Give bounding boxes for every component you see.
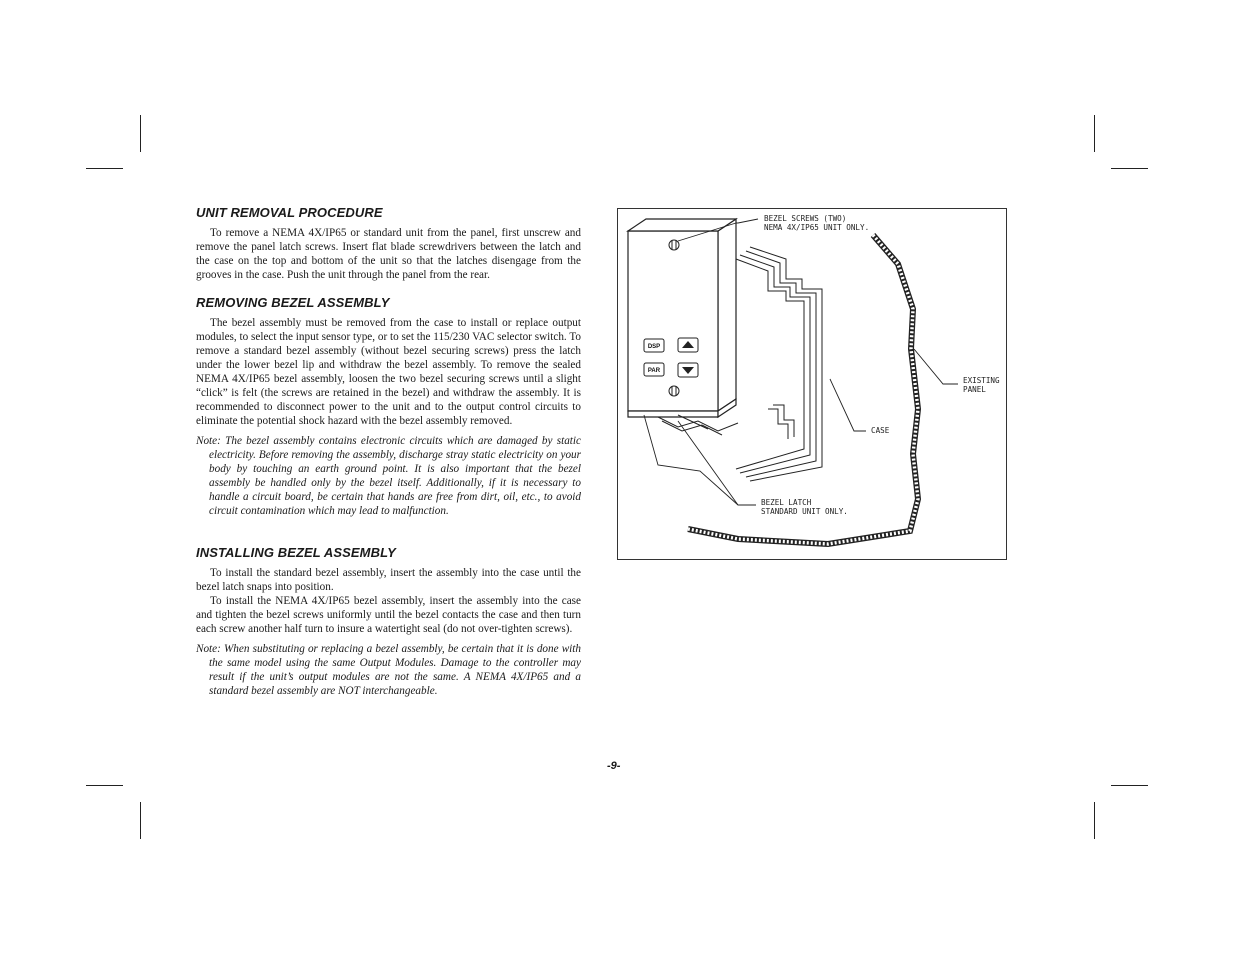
bezel-assembly-figure: [617, 208, 1007, 560]
dsp-label: DSP: [647, 344, 661, 350]
paragraph: The bezel assembly must be removed from the case to install or replace output modules, to select the input sensor type, or to set the 115/230 VAC selector switch. To remove a standard bezel assembly (without bezel securing screws) press the latch under the lower bezel lip and withdraw the bezel assembly. To remove the sealed NEMA 4X/IP65 bezel assembly, loosen the two bezel securing screws until a slight “click” is felt (the screws are retained in the bezel) and withdraw the assembly. It is recommended to disconnect power to the unit and to the output control circuits to eliminate the potential shock hazard with the bezel assembly removed.: [196, 317, 581, 427]
label-panel: PANEL: [963, 385, 986, 394]
leader-case: [830, 379, 866, 431]
bezel-diagram: [618, 209, 1008, 561]
note: Note: The bezel assembly contains electronic circuits which are damaged by static electricity. Before removing the assembly, discharge stray static electricity on your body by touching an earth ground point. It is also important that the bezel assembly be handled only by the bezel itself. Additionally, if it is necessary to handle a circuit board, be certain that hands are free from dirt, oil, etc., to avoid circuit contamination which may lead to malfunction.: [196, 435, 581, 517]
leader-bezel-screws: [736, 219, 758, 223]
controller-unit: [628, 219, 736, 417]
label-existing: EXISTING: [963, 376, 1000, 385]
par-button-icon: [644, 363, 664, 376]
down-arrow-button-icon: [678, 363, 698, 377]
leader-bezel-latch: [644, 415, 756, 505]
section-unit-removal: [196, 206, 581, 282]
crop-mark: [140, 802, 141, 839]
label-bezel-screws-note: NEMA 4X/IP65 UNIT ONLY.: [764, 223, 870, 232]
paragraph: To install the standard bezel assembly, insert the assembly into the case until the bezel latch snaps into position.: [196, 567, 581, 593]
leader-existing-panel: [914, 349, 958, 384]
screw-icon: [669, 386, 679, 396]
section-heading: REMOVING BEZEL ASSEMBLY: [196, 295, 390, 310]
note: Note: When substituting or replacing a bezel assembly, be certain that it is done with the same model using the same Output Modules. Damage to the controller may result if the unit’s output modules are not the same. A NEMA 4X/IP65 and a standard bezel assembly are NOT interchangeable.: [196, 643, 581, 697]
section-heading: UNIT REMOVAL PROCEDURE: [196, 205, 383, 220]
crop-mark: [140, 115, 141, 152]
label-bezel-latch: BEZEL LATCH: [761, 498, 812, 507]
section-heading: INSTALLING BEZEL ASSEMBLY: [196, 545, 396, 560]
crop-mark: [1094, 115, 1095, 152]
label-bezel-latch-note: STANDARD UNIT ONLY.: [761, 507, 848, 516]
par-label: PAR: [647, 368, 661, 374]
section-installing-bezel: [196, 546, 581, 698]
paragraph: To remove a NEMA 4X/IP65 or standard unit from the panel, first unscrew and remove the panel latch screws. Insert flat blade screwdrivers between the latch and the case on the top and bottom of the unit so that the latches disengage from the grooves in the case. Push the unit through the panel from the rear.: [196, 227, 581, 281]
up-arrow-button-icon: [678, 338, 698, 352]
crop-mark: [86, 785, 123, 786]
crop-mark: [1094, 802, 1095, 839]
crop-mark: [1111, 785, 1148, 786]
screw-icon: [669, 240, 679, 250]
label-bezel-screws: BEZEL SCREWS (TWO): [764, 214, 847, 223]
page-number: -9-: [607, 760, 621, 772]
crop-mark: [86, 168, 123, 169]
paragraph: To install the NEMA 4X/IP65 bezel assembly, insert the assembly into the case and tighten the bezel screws uniformly until the bezel contacts the case and then turn each screw another half turn to insure a watertight seal (do not over-tighten screws).: [196, 595, 581, 635]
case-plates: [736, 247, 822, 481]
text-column: [196, 206, 581, 698]
section-removing-bezel: [196, 296, 581, 518]
crop-mark: [1111, 168, 1148, 169]
label-case: CASE: [871, 426, 890, 435]
dsp-button-icon: [644, 339, 664, 352]
